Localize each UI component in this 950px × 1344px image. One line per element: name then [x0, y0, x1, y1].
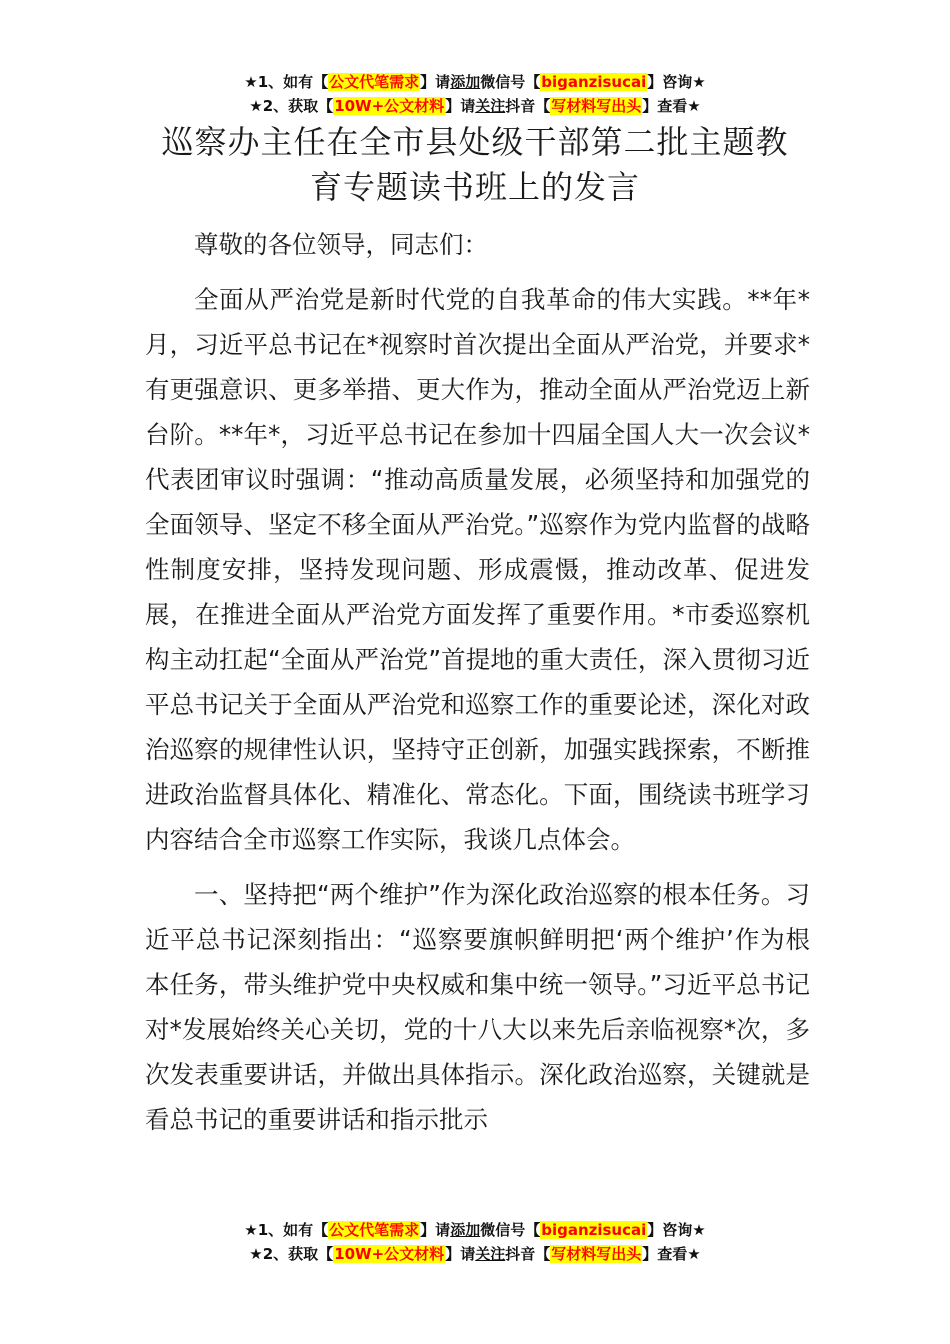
header-banner: [0, 70, 950, 118]
banner-text: 微信号【: [480, 1221, 541, 1239]
banner-highlight: biganzisucai: [541, 1221, 647, 1239]
banner-line-2: [0, 94, 950, 118]
banner-text: 】查看★: [642, 1245, 701, 1263]
banner-underline: 添加: [450, 1221, 481, 1239]
footer-banner: [0, 1218, 950, 1266]
document-body: [145, 222, 810, 1142]
banner-line-2: [0, 1242, 950, 1266]
banner-text: ★1、如有【: [244, 73, 329, 91]
title-line-2: 育专题读书班上的发言: [309, 168, 640, 206]
document-title: [0, 120, 950, 210]
banner-text: 微信号【: [480, 73, 541, 91]
banner-highlight: 10W+公文材料: [334, 1245, 445, 1263]
banner-text: 抖音【: [505, 1245, 551, 1263]
banner-text: ★1、如有【: [244, 1221, 329, 1239]
banner-line-1: [0, 1218, 950, 1242]
salutation: 尊敬的各位领导，同志们：: [194, 230, 488, 259]
paragraph-2: 一、坚持把“两个维护”作为深化政治巡察的根本任务。习近平总书记深刻指出：“巡察要旗帜鲜明把‘两个维护’作为根本任务，带头维护党中央权威和集中统一领导。”习近平总书记对*发展始终关心关切，党的十八大以来先后亲临视察*次，多次发表重要讲话，并做出具体指示。深化政治巡察，关键就是看总书记的重要讲话和指示批示: [145, 880, 810, 1134]
banner-text: 】请: [420, 73, 451, 91]
banner-text: 】咨询★: [647, 1221, 706, 1239]
banner-line-1: [0, 70, 950, 94]
banner-text: 】请: [445, 1245, 476, 1263]
banner-text: 】请: [445, 97, 476, 115]
banner-text: ★2、获取【: [249, 97, 334, 115]
banner-highlight: 公文代笔需求: [329, 73, 420, 91]
banner-underline: 添加: [450, 73, 481, 91]
banner-underline: 关注: [475, 97, 506, 115]
banner-text: 】请: [420, 1221, 451, 1239]
banner-text: ★2、获取【: [249, 1245, 334, 1263]
banner-highlight: biganzisucai: [541, 73, 647, 91]
banner-highlight: 写材料写出头: [551, 1245, 642, 1263]
title-line-1: 巡察办主任在全市县处级干部第二批主题教: [161, 123, 789, 161]
banner-highlight: 公文代笔需求: [329, 1221, 420, 1239]
banner-underline: 关注: [475, 1245, 506, 1263]
paragraph-1: 全面从严治党是新时代党的自我革命的伟大实践。**年*月，习近平总书记在*视察时首次提出全面从严治党，并要求*有更强意识、更多举措、更大作为，推动全面从严治党迈上新台阶。**年*，习近平总书记在参加十四届全国人大一次会议*代表团审议时强调：“推动高质量发展，必须坚持和加强党的全面领导、坚定不移全面从严治党。”巡察作为党内监督的战略性制度安排，坚持发现问题、形成震慑，推动改革、促进发展，在推进全面从严治党方面发挥了重要作用。*市委巡察机构主动扛起“全面从严治党”首提地的重大责任，深入贯彻习近平总书记关于全面从严治党和巡察工作的重要论述，深化对政治巡察的规律性认识，坚持守正创新，加强实践探索，不断推进政治监督具体化、精准化、常态化。下面，围绕读书班学习内容结合全市巡察工作实际，我谈几点体会。: [145, 285, 810, 854]
banner-text: 】查看★: [642, 97, 701, 115]
banner-highlight: 10W+公文材料: [334, 97, 445, 115]
banner-highlight: 写材料写出头: [551, 97, 642, 115]
banner-text: 】咨询★: [647, 73, 706, 91]
banner-text: 抖音【: [505, 97, 551, 115]
